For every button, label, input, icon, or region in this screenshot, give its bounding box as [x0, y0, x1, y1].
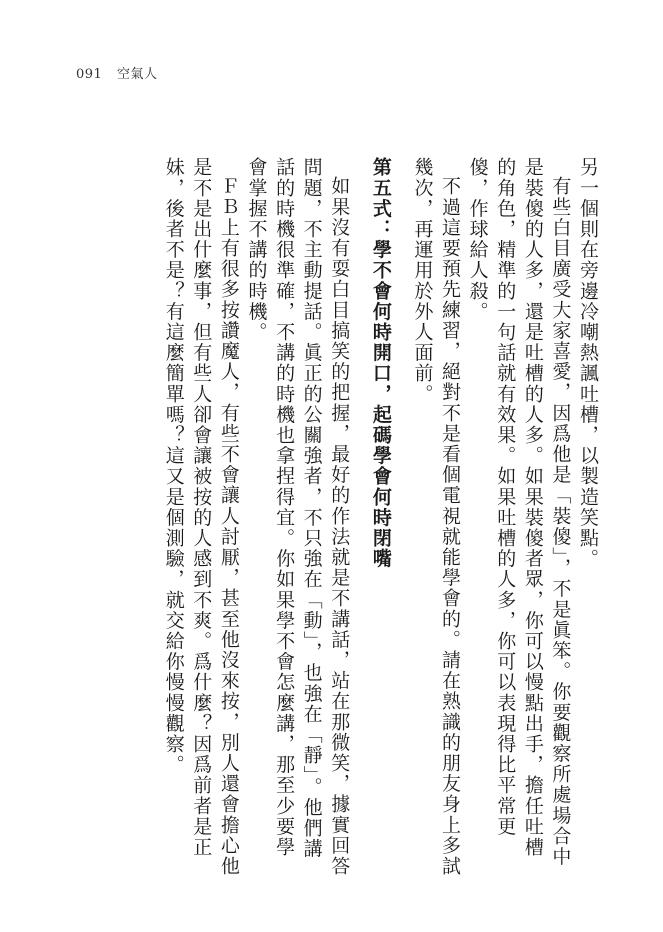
paragraph-4: 如果沒有耍白目搞笑的把握，最好的作法就是不講話，站在那微笑，據實回答問題，不主動提話。眞正的公關強者，不只強在「動」，也強在「靜」。他們講話的時機很準確，不講的時機也拿捏得宜。你如果學不會怎麼講，那至少要學會掌握不講的時機。	[245, 157, 351, 877]
section-heading: 第五式：學不會何時開口，起碼學會何時閉嘴	[369, 157, 392, 569]
vertical-body-text	[159, 157, 601, 877]
page-number: 091	[76, 67, 103, 82]
paragraph-3: 不過這要預先練習，絕對不是看個電視就能學會的。請在熟識的朋友身上多試幾次，再運用於外人面前。	[411, 157, 462, 877]
paragraph-5: ＦＢ上有很多按讚魔人，有些不會讓人討厭，甚至他沒來按，別人還會擔心他是不是出什麼事，但有些人卻會讓被按的人感到不爽。爲什麼？因爲前者是正妹，後者不是？有這麼簡單嗎？這又是個測驗，就交給你慢慢觀察。	[162, 157, 240, 877]
running-header	[76, 63, 157, 82]
paragraph-2: 有些白目廣受大家喜愛，因爲他是「裝傻」，不是眞笨。你要觀察所處場合中是裝傻的人多，還是吐槽的人多。如果裝傻者眾，你可以慢點出手，擔任吐槽的角色，精準的一句話就有效果。如果吐槽的人多，你可以表現得比平常更傻，作球給人殺。	[466, 157, 572, 867]
paragraph-1: 另一個則在旁邊冷嘲熱諷吐槽，以製造笑點。	[577, 157, 599, 569]
running-title: 空氣人	[116, 67, 158, 82]
